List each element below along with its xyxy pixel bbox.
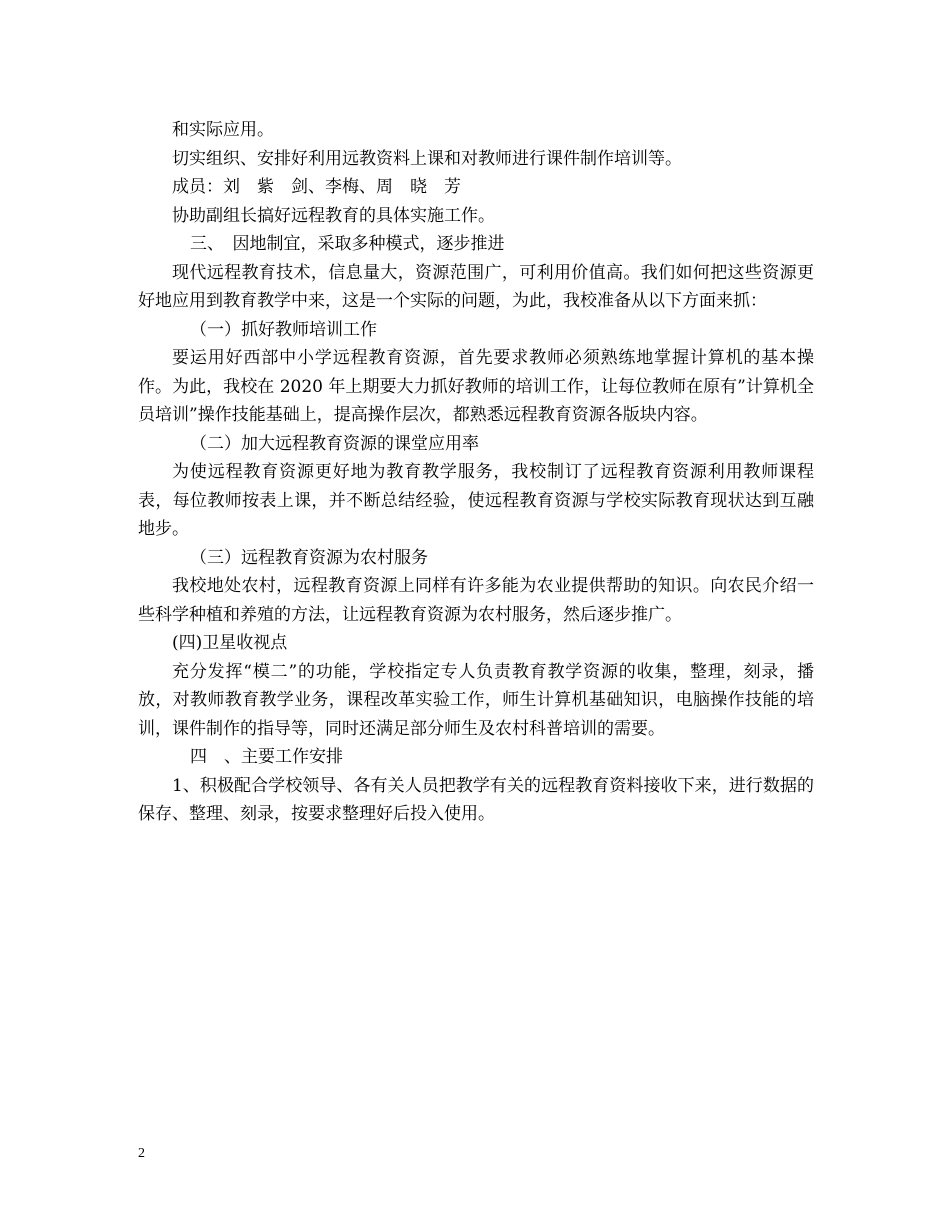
paragraph-rural-service: 我校地处农村，远程教育资源上同样有许多能为农业提供帮助的知识。向农民介绍一些科学种植和养殖的方法，让远程教育资源为农村服务，然后逐步推广。 [138,576,814,625]
paragraph-continuation: 和实际应用。 [172,120,274,140]
paragraph-teacher-training: 要运用好西部中小学远程教育资源，首先要求教师必须熟练地掌握计算机的基本操作。为此，我校在 2020 年上期要大力抓好教师的培训工作，让每位教师在原有”计算机全员培训”操作技能基础上，提高操作层次，都熟悉远程教育资源各版块内容。 [138,348,814,425]
paragraph-assist-duties: 协助副组长搞好远程教育的具体实施工作。 [172,205,495,226]
paragraph-classroom-usage: 为使远程教育资源更好地为教育教学服务，我校制订了远程教育资源利用教师课程表，每位教师按表上课，并不断总结经验，使远程教育资源与学校实际教育现状达到互融地步。 [138,462,814,539]
paragraph-members: 成员：刘 紫 剑、李梅、周 晓 芳 [172,177,461,197]
paragraph-satellite-station: 充分发挥“模二”的功能，学校指定专人负责教育教学资源的收集，整理，刻录，播放，对教师教育教学业务，课程改革实验工作，师生计算机基础知识，电脑操作技能的培训，课件制作的指导等，同时还满足部分师生及农村科普培训的需要。 [138,661,814,739]
subheading-rural-service: （三）远程教育资源为农村服务 [190,547,428,568]
section-heading-three: 三、 因地制宜，采取多种模式，逐步推进 [190,234,505,254]
subheading-classroom-usage: （二）加大远程教育资源的课堂应用率 [190,433,479,454]
paragraph-modern-distance-education: 现代远程教育技术，信息量大，资源范围广，可利用价值高。我们如何把这些资源更好地应用到教育教学中来，这是一个实际的问题，为此，我校准备从以下方面来抓： [138,262,814,311]
subheading-teacher-training: （一）抓好教师培训工作 [190,319,377,340]
paragraph-organize-duties: 切实组织、安排好利用远教资料上课和对教师进行课件制作培训等。 [172,148,682,169]
page-number: 2 [138,1146,145,1161]
subheading-satellite-station: (四)卫星收视点 [172,633,288,653]
section-heading-four: 四 、主要工作安排 [190,747,343,767]
paragraph-work-item-one: 1、积极配合学校领导、各有关人员把教学有关的远程教育资料接收下来，进行数据的保存、整理、刻录，按要求整理好后投入使用。 [138,775,814,824]
document-body [138,116,814,829]
